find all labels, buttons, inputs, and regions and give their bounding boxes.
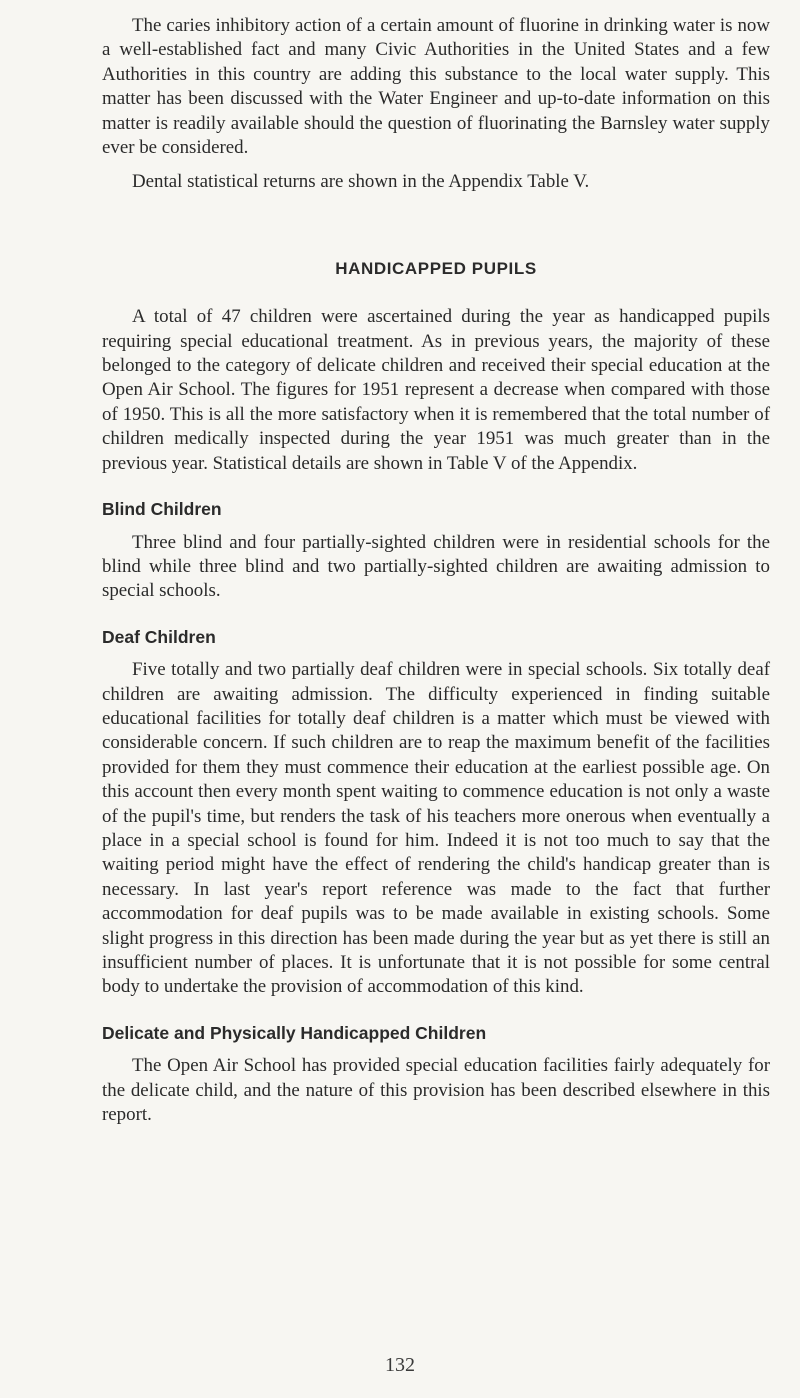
document-page xyxy=(102,14,770,1127)
fluorine-paragraph: The caries inhibitory action of a certain amount of fluorine in drinking water is now a well-established fact and many Civic Authorities in the United States and a few Authorities in this country are adding this substance to the local water supply. This matter has been discussed with the Water Engineer and up-to-date information on this matter is readily available should the question of fluorinating the Barnsley water supply ever be considered. xyxy=(102,15,770,159)
delicate-children-paragraph: The Open Air School has provided special education facilities fairly adequately for the delicate child, and the nature of this provision has been described elsewhere in this report. xyxy=(102,1055,770,1126)
blind-children-heading: Blind Children xyxy=(102,499,222,520)
dental-returns-paragraph: Dental statistical returns are shown in the Appendix Table V. xyxy=(132,171,590,193)
deaf-children-heading: Deaf Children xyxy=(102,626,216,647)
handicapped-pupils-heading: HANDICAPPED PUPILS xyxy=(335,258,537,278)
delicate-children-heading: Delicate and Physically Handicapped Children xyxy=(102,1022,487,1043)
handicapped-pupils-paragraph: A total of 47 children were ascertained during the year as handicapped pupils requiring special educational treatment. As in previous years, the majority of these belonged to the category of delicate children and received their special education at the Open Air School. The figures for 1951 represent a decrease when compared with those of 1950. This is all the more satisfactory when it is remembered that the total number of children medically inspected during the year 1951 was much greater than in the previous year. Statistical details are shown in Table V of the Appendix. xyxy=(102,306,770,474)
blind-children-paragraph: Three blind and four partially-sighted children were in residential schools for the blind while three blind and two partially-sighted children are awaiting admission to special schools. xyxy=(102,531,770,602)
page-number: 132 xyxy=(385,1354,415,1376)
deaf-children-paragraph: Five totally and two partially deaf children were in special schools. Six totally deaf children are awaiting admission. The difficulty experienced in finding suitable educational facilities for totally deaf children is a matter which must be viewed with considerable concern. If such children are to reap the maximum benefit of the facilities provided for them they must commence their education at the earliest possible age. On this account then every month spent waiting to commence education is not only a waste of the pupil's time, but renders the task of his teachers more onerous when eventually a place in a special school is found for him. Indeed it is not too much to say that the waiting period might have the effect of rendering the child's handicap greater than is necessary. In last year's report reference was made to the fact that further accommodation for deaf pupils was to be made available in existing schools. Some slight progress in this direction has been made during the year but as yet there is still an insufficient number of places. It is unfortunate that it is not possible for some central body to undertake the provision of accommodation of this kind. xyxy=(102,659,770,998)
